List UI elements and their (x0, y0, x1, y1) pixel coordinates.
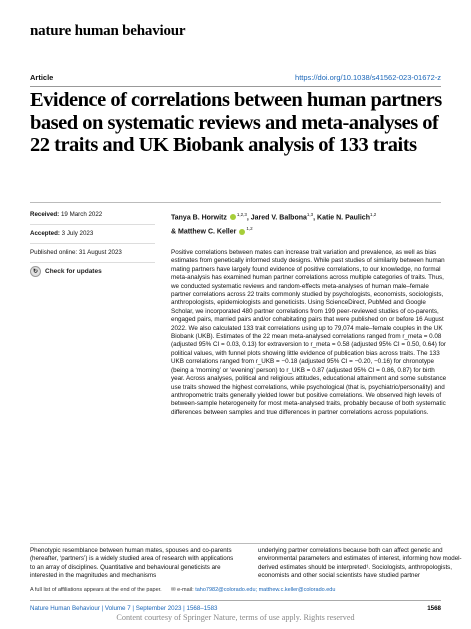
author-name[interactable]: , Katie N. Paulich (313, 214, 370, 222)
journal-name: nature human behaviour (30, 23, 186, 39)
accepted-date (30, 228, 155, 244)
check-updates-label: Check for updates (45, 268, 102, 275)
courtesy-watermark: Content courtesy of Springer Nature, terms of use apply. Rights reserved (116, 613, 355, 622)
article-dates (30, 209, 155, 277)
abstract-divider (30, 543, 441, 544)
author-name[interactable]: & Matthew C. Keller (171, 228, 237, 236)
body-text-left: Phenotypic resemblance between human mates, spouses and co-parents (hereafter, ‘partners’) is a widely studied area of research with applications to an array of disciplines. Quantitative and behavioural geneticists are interested in the magnitudes and mechanisms (30, 547, 234, 579)
author-affiliation: 1,2,3 (236, 212, 247, 217)
received-date (30, 209, 155, 225)
received-value: 19 March 2022 (60, 211, 103, 218)
affiliation-note: A full list of affiliations appears at the end of the paper. (30, 587, 162, 593)
header-divider (30, 86, 441, 87)
orcid-icon[interactable] (230, 214, 236, 220)
author-affiliation: 1,2 (369, 212, 377, 217)
author-name[interactable]: Tanya B. Horwitz (171, 214, 227, 222)
page-number: 1568 (427, 605, 441, 612)
correspondence-email (171, 587, 335, 593)
footer-divider (30, 600, 441, 601)
mail-icon: ✉ (171, 587, 176, 593)
title-divider (30, 202, 441, 203)
abstract: Positive correlations between mates can increase trait variation and prevalence, as well as bias estimates from genetically informed study designs. While past studies of similarity between human mating partners have largely found evidence of positive correlations, to our knowledge, no formal meta-analysis has examined human partner correlations across multiple categories of traits. Thus, we conducted systematic reviews and random-effects meta-analyses of human male–female partner correlations across 22 traits commonly studied by psychologists, economists, sociologists, anthropologists, epidemiologists and geneticists. Using ScienceDirect, PubMed and Google Scholar, we incorporated 480 partner correlations from 199 peer-reviewed studies of co-parents, engaged pairs, married pairs and/or cohabitating pairs that were published on or before 16 August 2022. We also calculated 133 trait correlations using up to 79,074 male–female couples in the UK Biobank (UKB). Estimates of the 22 mean meta-analysed correlations ranged from r_meta = 0.08 (adjusted 95% CI = 0.03, 0.13) for extraversion to r_meta = 0.58 (adjusted 95% CI = 0.50, 0.64) for political values, with funnel plots showing little evidence of publication bias across traits. The 133 UKB correlations ranged from r_UKB = −0.18 (adjusted 95% CI = −0.20, −0.16) for chronotype (being a ‘morning’ or ‘evening’ person) to r_UKB = 0.87 (adjusted 95% CI = 0.86, 0.87) for birth year. Across analyses, political and religious attitudes, educational attainment and some substance use traits showed the highest correlations, while psychological (that is, psychiatric/personality) and anthropometric traits generally yielded lower but positive correlations. We observed high levels of between-sample heterogeneity for most meta-analysed traits, probably because of both systematic differences between samples and true differences in partner correlations across populations. (171, 249, 447, 416)
article-meta-row (30, 73, 441, 85)
accepted-value: 3 July 2023 (61, 230, 94, 237)
author-list (171, 209, 446, 238)
accepted-label: Accepted: (30, 230, 60, 237)
author-affiliation: 1,3 (306, 212, 314, 217)
received-label: Received: (30, 211, 60, 218)
check-updates-button[interactable] (30, 266, 155, 277)
refresh-icon: ↻ (30, 266, 41, 277)
published-value: Published online: 31 August 2023 (30, 249, 122, 256)
article-type: Article (30, 73, 54, 82)
author-affiliation: 1,2 (246, 226, 253, 232)
article-title: Evidence of correlations between human partners based on systematic reviews and meta-analyses of 22 traits and UK Biobank analysis of 133 traits (30, 89, 442, 156)
footer-citation[interactable]: Nature Human Behaviour | Volume 7 | September 2023 | 1568–1583 (30, 605, 218, 612)
orcid-icon[interactable] (239, 229, 245, 235)
doi-link[interactable]: https://doi.org/10.1038/s41562-023-01672-z (295, 73, 441, 82)
author-name[interactable]: , Jared V. Balbona (246, 214, 307, 222)
published-date (30, 247, 155, 263)
email-label: e-mail: (177, 587, 194, 593)
email-addresses[interactable]: taho7982@colorado.edu; matthew.c.keller@colorado.edu (195, 587, 336, 593)
body-text-right: underlying partner correlations because both can affect genetic and environmental parameters and estimates of interest, informing how model-derived estimates should be interpreted¹. Sociologists, anthropologists, economists and other social scientists have studied partner (258, 547, 462, 579)
